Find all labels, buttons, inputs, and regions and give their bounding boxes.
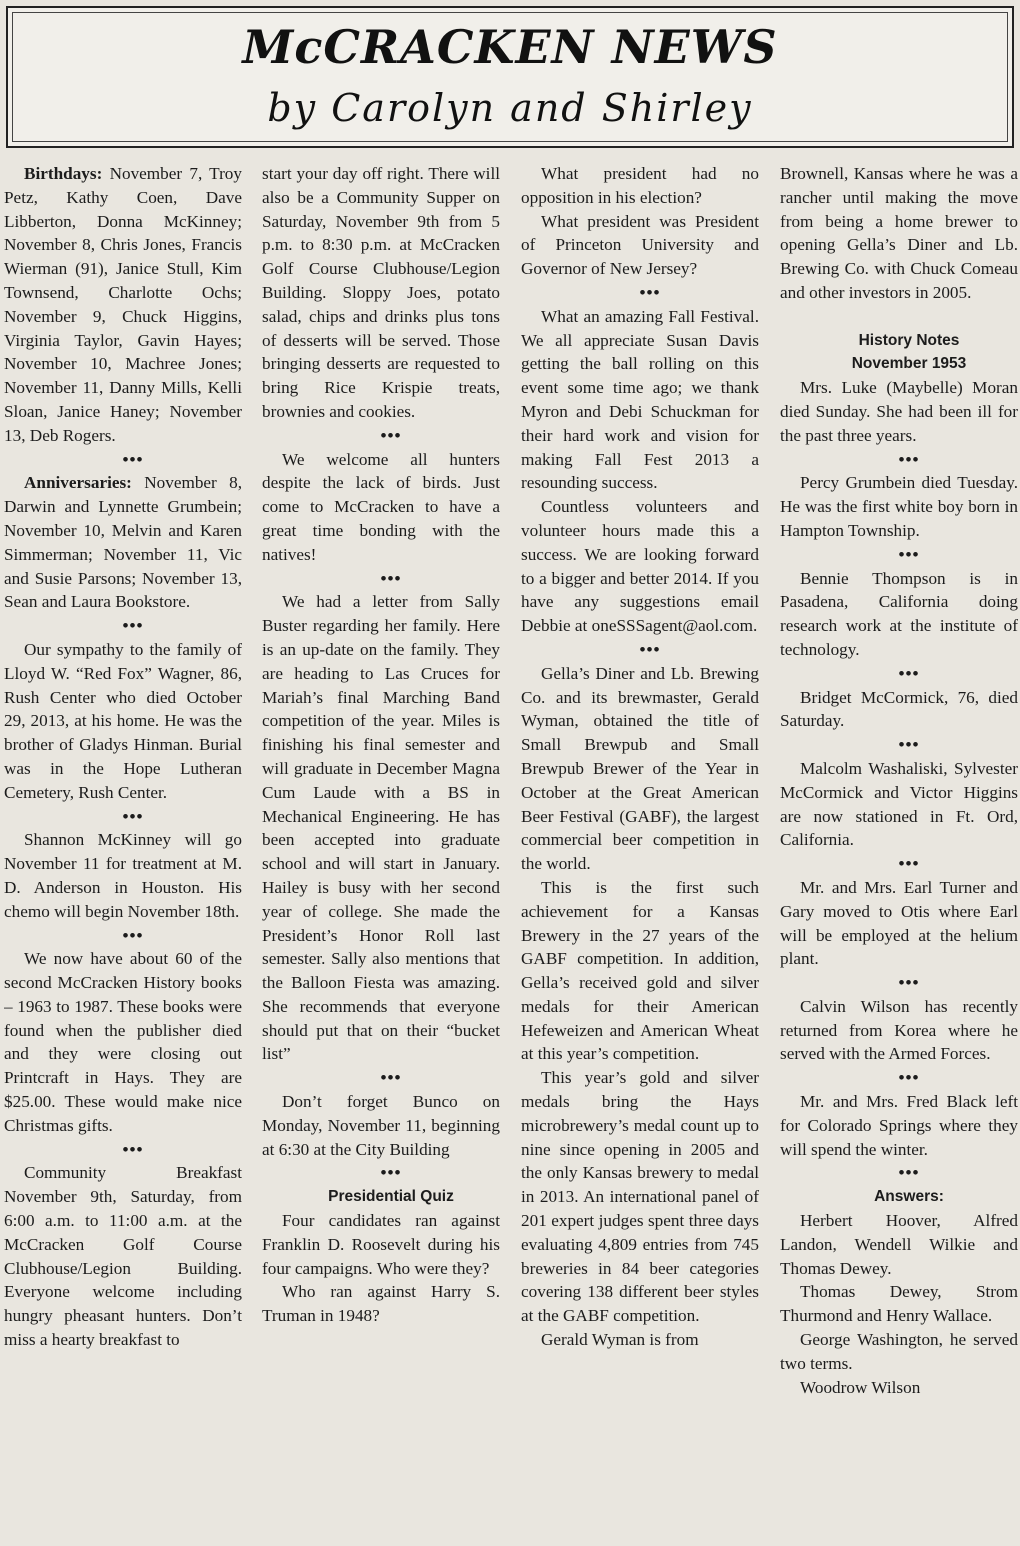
hunters-paragraph: We welcome all hunters despite the lack of birds. Just come to McCracken to have a great time bonding with the natives! <box>262 449 500 564</box>
separator: ••• <box>380 1068 402 1088</box>
letter-paragraph: We had a letter from Sally Buster regarding her family. Here is an up-date on the family. They are heading to Las Cruces for Mariah’s final Marching Band competition of the year. Miles is finishing his final semester and will graduate in December Magna Cum Laude with a BS in Mechanical Engineering. He has been accepted into graduate school and will start in January. Hailey is busy with her second year of college. She made the President’s Honor Roll last semester. Sally also mentions that the Balloon Fiesta was amazing. She recommends that everyone should put that on their “bucket list” <box>262 592 500 1064</box>
shannon-paragraph: Shannon McKinney will go November 11 for treatment at M. D. Anderson in Houston. His chemo will begin November 18th. <box>4 830 242 921</box>
grumbein-paragraph: Percy Grumbein died Tuesday. He was the first white boy born in Hampton Township. <box>780 473 1018 540</box>
separator: ••• <box>122 1139 144 1159</box>
birthdays-paragraph <box>4 162 242 448</box>
medals-paragraph: This year’s gold and silver medals bring the Hays microbrewery’s medal count up to nine since opening in 2005 and the only Kansas brewery to medal in 2013. An international panel of 201 expert judges spent three days evaluating 4,809 entries from 745 breweries in 84 beer categories covering 138 different beer styles at the GABF competition. <box>521 1068 759 1326</box>
quiz-question-4: What president was President of Princeton University and Governor of New Jersey? <box>521 211 759 279</box>
answers-heading: Answers: <box>874 1188 944 1206</box>
turner-paragraph: Mr. and Mrs. Earl Turner and Gary moved to Otis where Earl will be employed at the helium plant. <box>780 877 1018 969</box>
wilson-paragraph: Calvin Wilson has recently returned from Korea where he served with the Armed Forces. <box>780 996 1018 1064</box>
volunteers-paragraph: Countless volunteers and volunteer hours made this a success. We are looking forward to a bigger and better 2014. If you have any suggestions email Debbie at oneSSSagent@aol.com. <box>521 497 759 636</box>
answer-4: Woodrow Wilson <box>800 1377 921 1397</box>
separator: ••• <box>380 1163 402 1183</box>
answer-2: Thomas Dewey, Strom Thurmond and Henry Wallace. <box>780 1282 1018 1326</box>
thompson-paragraph: Bennie Thompson is in Pasadena, California doing research work at the institute of technology. <box>780 568 1018 659</box>
brownell-paragraph: Brownell, Kansas where he was a rancher until making the move from being a home brewer to opening Gella’s Diner and Lb. Brewing Co. with Chuck Comeau and other investors in 2005. <box>780 164 1018 302</box>
history-notes-heading: History Notes <box>858 331 960 349</box>
quiz-question-3: What president had no opposition in his election? <box>521 164 759 207</box>
answer-1: Herbert Hoover, Alfred Landon, Wendell Wilkie and Thomas Dewey. <box>780 1211 1018 1278</box>
separator: ••• <box>898 544 920 564</box>
separator: ••• <box>898 735 920 755</box>
history-notes-date: November 1953 <box>851 355 967 373</box>
quiz-heading: Presidential Quiz <box>328 1188 454 1206</box>
bunco-paragraph: Don’t forget Bunco on Monday, November 11, beginning at 6:30 at the City Building <box>262 1092 500 1159</box>
mccormick-paragraph: Bridget McCormick, 76, died Saturday. <box>780 687 1018 731</box>
page-title: McCRACKEN NEWS <box>242 20 778 74</box>
separator: ••• <box>898 1068 920 1088</box>
black-paragraph: Mr. and Mrs. Fred Black left for Colorado Springs where they will spend the winter. <box>780 1092 1018 1159</box>
first-such-paragraph: This is the first such achievement for a Kansas Brewery in the 27 years of the GABF competition. In addition, Gella’s received gold and silver medals for their American Hefeweizen and American Wheat at this year’s competition. <box>521 877 759 1064</box>
breakfast-paragraph: Community Breakfast November 9th, Saturday, from 6:00 a.m. to 11:00 a.m. at the McCracken Golf Course Clubhouse/Legion Building. Everyone welcome including hungry pheasant hunters. Don’t miss a hearty breakfast to <box>4 1163 242 1350</box>
answer-3: George Washington, he served two terms. <box>780 1330 1018 1373</box>
separator: ••• <box>898 449 920 469</box>
column-3 <box>521 162 759 1546</box>
byline: by Carolyn and Shirley <box>267 86 753 130</box>
separator: ••• <box>380 425 402 445</box>
separator: ••• <box>122 616 144 636</box>
column-2 <box>262 162 500 1546</box>
quiz-question-2: Who ran against Harry S. Truman in 1948? <box>262 1282 500 1326</box>
anniversaries-paragraph <box>4 471 242 614</box>
history-books-paragraph: We now have about 60 of the second McCracken History books – 1963 to 1987. These books were found when the publisher died and they were closing out Printcraft in Hays. They are $25.00. These would make nice Christmas gifts. <box>4 949 242 1135</box>
gellas-paragraph: Gella’s Diner and Lb. Brewing Co. and its brewmaster, Gerald Wyman, obtained the title of Small Brewpub and Small Brewpub Brewer of the Year in October at the Great American Beer Festival (GABF), the largest commercial beer competition in the world. <box>521 663 759 874</box>
moran-paragraph: Mrs. Luke (Maybelle) Moran died Sunday. She had been ill for the past three years. <box>780 378 1018 445</box>
masthead <box>6 6 1014 148</box>
anniversaries-text: November 8, Darwin and Lynnette Grumbein; November 10, Melvin and Karen Simmerman; November 11, Vic and Susie Parsons; November 13, Sean and Laura Bookstore. <box>4 473 242 612</box>
separator: ••• <box>380 568 402 588</box>
quiz-question-1: Four candidates ran against Franklin D. Roosevelt during his four campaigns. Who were they? <box>262 1211 500 1278</box>
separator: ••• <box>122 449 144 469</box>
separator: ••• <box>639 639 661 659</box>
separator: ••• <box>122 925 144 945</box>
fall-festival-paragraph: What an amazing Fall Festival. We all appreciate Susan Davis getting the ball rolling on this event some time ago; we thank Myron and Debi Schuckman for their hard work and vision for making Fall Fest 2013 a resounding success. <box>521 306 759 493</box>
column-4 <box>780 162 1018 1546</box>
supper-paragraph: start your day off right. There will also be a Community Supper on Saturday, November 9th from 5 p.m. to 8:30 p.m. at McCracken Golf Course Clubhouse/Legion Building. Sloppy Joes, potato salad, chips and drinks plus tons of desserts will be served. Those bringing desserts are requested to bring Rice Krispie treats, brownies and cookies. <box>262 164 500 421</box>
stationed-paragraph: Malcolm Washaliski, Sylvester McCormick and Victor Higgins are now stationed in Ft. Ord, California. <box>780 758 1018 850</box>
separator: ••• <box>898 854 920 874</box>
sympathy-paragraph: Our sympathy to the family of Lloyd W. “Red Fox” Wagner, 86, Rush Center who died October 29, 2013, at his home. He was the brother of Gladys Hinman. Burial was in the Hope Lutheran Cemetery, Rush Center. <box>4 639 242 802</box>
column-1 <box>4 162 242 1546</box>
separator: ••• <box>639 282 661 302</box>
separator: ••• <box>898 1163 920 1183</box>
separator: ••• <box>898 663 920 683</box>
birthdays-text: November 7, Troy Petz, Kathy Coen, Dave Libberton, Donna McKinney; November 8, Chris Jones, Francis Wierman (91), Janice Stull, Kim Townsend, Charlotte Ochs; November 9, Chuck Higgins, Virginia Taylor, Gavin Hayes; November 10, Machree Jones; November 11, Danny Mills, Kelli Sloan, Janice Haney; November 13, Deb Rogers. <box>4 164 242 445</box>
article-columns <box>4 162 1018 1546</box>
separator: ••• <box>898 973 920 993</box>
separator: ••• <box>122 806 144 826</box>
birthdays-label: Birthdays: <box>24 164 103 183</box>
wyman-paragraph: Gerald Wyman is from <box>541 1330 699 1350</box>
anniversaries-label: Anniversaries: <box>24 473 132 493</box>
